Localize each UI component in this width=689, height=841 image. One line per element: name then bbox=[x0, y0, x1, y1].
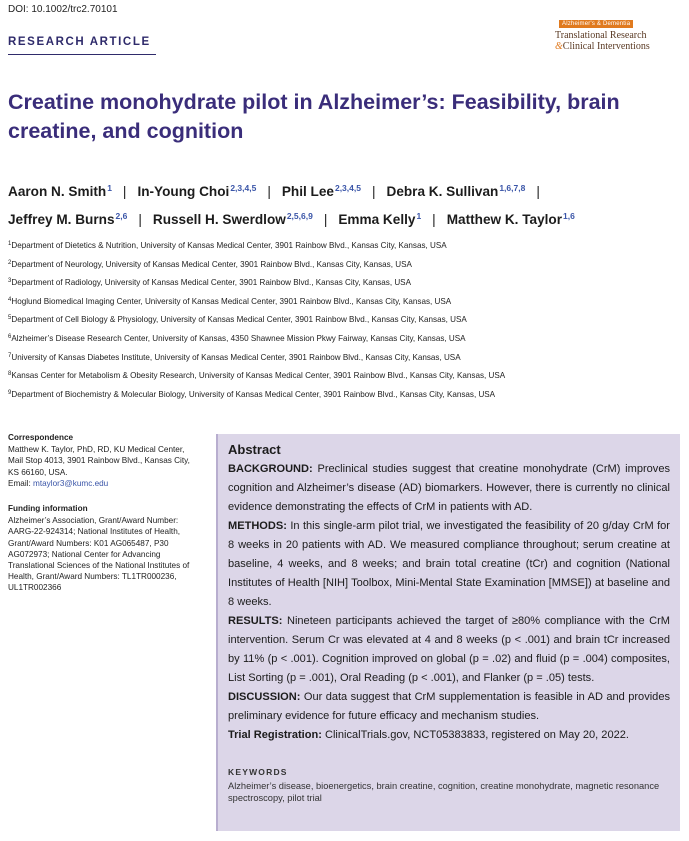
author-line-2: Jeffrey M. Burns$^{2,6}$ | Russell H. Swerdlow$^{2,5,6,9}$ | Emma Kelly$^1$ | Matthew K. Taylor$^{1,6}$ bbox=[8, 211, 575, 227]
affiliation: $^1$Department of Dietetics & Nutrition, University of Kansas Medical Center, 3901 Rainbow Blvd., Kansas City, Kansas, USA bbox=[8, 241, 447, 250]
abstract-trial-registration: Trial Registration: ClinicalTrials.gov, NCT05383833, registered on May 20, 2022. bbox=[228, 729, 629, 741]
author[interactable]: Aaron N. Smith$^1$ bbox=[8, 183, 112, 199]
author[interactable]: Matthew K. Taylor$^{1,6}$ bbox=[446, 211, 575, 227]
email-label: Email: bbox=[8, 478, 31, 488]
author-list bbox=[8, 176, 683, 232]
affiliation: $^4$Hoglund Biomedical Imaging Center, University of Kansas Medical Center, 3901 Rainbow Blvd., Kansas City, Kansas, USA bbox=[8, 296, 452, 306]
article-type: RESEARCH ARTICLE bbox=[8, 36, 151, 48]
author[interactable]: Jeffrey M. Burns$^{2,6}$ bbox=[8, 211, 128, 227]
doi[interactable]: DOI: 10.1002/trc2.70101 bbox=[8, 4, 118, 15]
journal-name-line1: Translational Research bbox=[555, 30, 647, 41]
article-title: Creatine monohydrate pilot in Alzheimer’s: Feasibility, brain creatine, and cognition bbox=[8, 90, 620, 143]
correspondence bbox=[8, 432, 198, 489]
funding-heading: Funding information bbox=[8, 504, 88, 514]
affiliation: $^5$Department of Cell Biology & Physiology, University of Kansas Medical Center, 3901 Rainbow Blvd., Kansas City, Kansas, USA bbox=[8, 315, 467, 325]
journal-name-line2: Clinical Interventions bbox=[562, 41, 650, 52]
affiliation: $^3$Department of Radiology, University of Kansas Medical Center, 3901 Rainbow Blvd., Kansas City, Kansas, USA bbox=[8, 278, 411, 288]
author-line-1: Aaron N. Smith$^1$ | In-Young Choi$^{2,3,4,5}$ | Phil Lee$^{2,3,4,5}$ | Debra K. Sullivan$^{1,6,7,8}$ | bbox=[8, 183, 540, 199]
affiliation: $^6$Alzheimer’s Disease Research Center, University of Kansas, 4350 Shawnee Mission Pkwy Fairway, Kansas City, Kansas, USA bbox=[8, 333, 466, 343]
author[interactable]: Emma Kelly$^1$ bbox=[338, 211, 422, 227]
correspondence-text: Matthew K. Taylor, PhD, RD, KU Medical Center, Mail Stop 4013, 3901 Rainbow Blvd., Kansas City, KS 66160, USA. bbox=[8, 445, 190, 477]
affiliation: $^8$Kansas Center for Metabolism & Obesity Research, University of Kansas Medical Center, 3901 Rainbow Blvd., Kansas City, Kansas, USA bbox=[8, 371, 506, 381]
article-sidebar bbox=[8, 432, 198, 608]
correspondence-heading: Correspondence bbox=[8, 433, 74, 442]
affiliation: $^9$Department of Biochemistry & Molecular Biology, University of Kansas Medical Center, 3901 Rainbow Blvd., Kansas City, Kansas, USA bbox=[8, 389, 496, 399]
affiliation-list bbox=[8, 239, 678, 406]
author[interactable]: In-Young Choi$^{2,3,4,5}$ bbox=[137, 183, 257, 199]
keywords-heading: KEYWORDS bbox=[228, 767, 288, 777]
abstract-background: BACKGROUND: Preclinical studies suggest that creatine monohydrate (CrM) improves cognition and Alzheimer’s disease (AD) biomarkers. However, there is currently no clinical evidence demonstrating the effects of CrM in patients with AD. bbox=[228, 463, 670, 513]
affiliation: $^2$Department of Neurology, University of Kansas Medical Center, 3901 Rainbow Blvd., Kansas City, Kansas, USA bbox=[8, 259, 412, 269]
email-link[interactable]: mtaylor3@kumc.edu bbox=[33, 478, 109, 488]
journal-ampersand: & bbox=[555, 41, 563, 52]
author[interactable]: Phil Lee$^{2,3,4,5}$ bbox=[281, 183, 361, 199]
keywords-text: Alzheimer’s disease, bioenergetics, brain creatine, cognition, creatine monohydrate, magnetic resonance spectroscopy, pilot trial bbox=[228, 781, 660, 803]
abstract-discussion: DISCUSSION: Our data suggest that CrM supplementation is feasible in AD and provides preliminary evidence for future efficacy and mechanism studies. bbox=[228, 691, 670, 722]
journal-badge: Alzheimer's & Dementia bbox=[559, 20, 633, 28]
abstract-heading: Abstract bbox=[228, 442, 281, 457]
funding-information bbox=[8, 503, 198, 594]
article-type-rule bbox=[8, 54, 156, 55]
affiliation: $^7$University of Kansas Diabetes Institute, University of Kansas Medical Center, 3901 Rainbow Blvd., Kansas City, Kansas, USA bbox=[8, 352, 461, 362]
funding-text: Alzheimer’s Association, Grant/Award Number: AARG-22-924314; National Institutes of Health, Grant/Award Numbers: K01 AG065487, P30 AG072973; National Center for Advancing Translational Sciences of the National Institutes of Health, Grant/Award Numbers: TL1TR000236, UL1TR002366 bbox=[8, 516, 190, 593]
abstract-box bbox=[216, 434, 680, 831]
abstract-results: RESULTS: Nineteen participants achieved the target of ≥80% compliance with the CrM intervention. Serum Cr was elevated at 4 and 8 weeks (p < .001) and brain tCr increased by 11% (p < .001). Cognition improved on global (p = .02) and fluid (p = .004) composites, List Sorting (p = .001), Oral Reading (p < .001), and Flanker (p = .05) tests. bbox=[228, 615, 670, 684]
journal-logo[interactable] bbox=[555, 12, 679, 52]
author[interactable]: Debra K. Sullivan$^{1,6,7,8}$ bbox=[386, 183, 526, 199]
abstract-methods: METHODS: In this single-arm pilot trial, we investigated the feasibility of 20 g/day CrM for 8 weeks in 20 patients with AD. We measured compliance throughout; serum creatine at baseline, 4 weeks, and 8 weeks; and brain total creatine (tCr) and cognition (National Institutes of Health [NIH] Toolbox, Mini-Mental State Examination [MMSE]) at baseline and 8 weeks. bbox=[228, 520, 670, 608]
author[interactable]: Russell H. Swerdlow$^{2,5,6,9}$ bbox=[152, 211, 313, 227]
